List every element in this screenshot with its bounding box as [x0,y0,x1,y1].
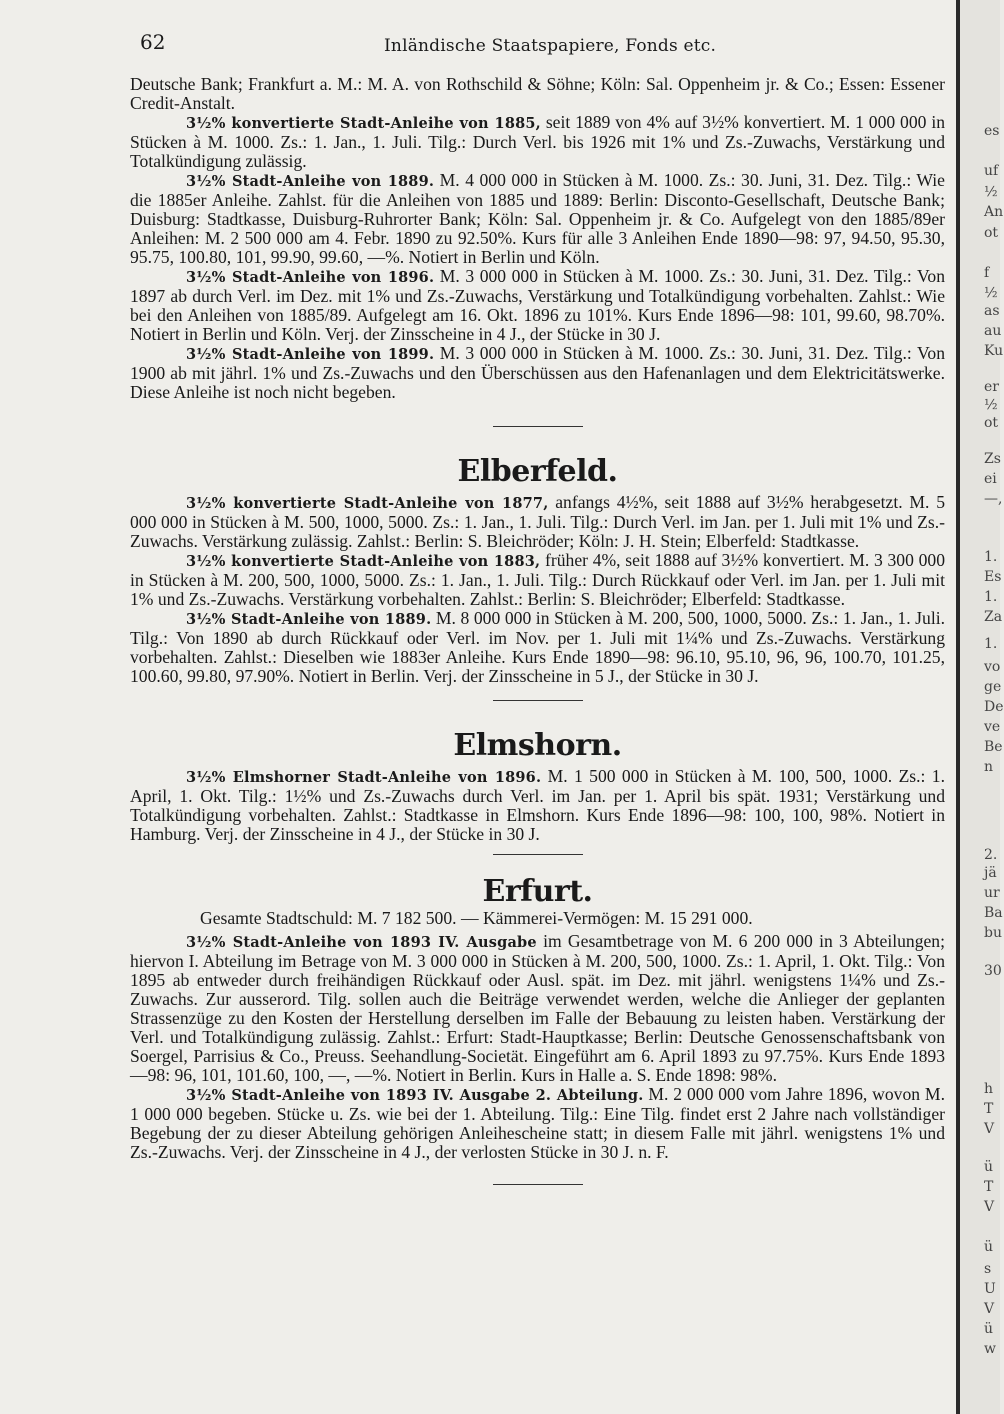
page-number: 62 [140,30,166,54]
adjacent-page-edge [960,0,1004,1414]
adjacent-page-fragment: U [984,1281,996,1297]
elberfeld-entries [130,493,945,686]
loan-heading: 3½% konvertierte Stadt-Anleihe von 1883, [186,553,541,570]
adjacent-page-fragment: uf [984,163,999,179]
adjacent-page-fragment: ü [984,1321,994,1337]
loan-heading: 3½% Stadt-Anleihe von 1896. [186,269,435,286]
loan-heading: 3½% Stadt-Anleihe von 1893 IV. Ausgabe [186,934,537,951]
adjacent-page-fragment: ur [984,885,1000,901]
adjacent-page-fragment: Ba [984,905,1003,921]
page-header [140,30,940,60]
elmshorn-entries [130,767,945,844]
adjacent-page-fragment: f [984,265,990,281]
elberfeld-entry [130,551,945,609]
adjacent-page-fragment: Es [984,569,1002,585]
adjacent-page-fragment: V [984,1301,995,1317]
loan-heading: 3½% Stadt-Anleihe von 1889. [186,611,432,628]
loan-heading: 3½% konvertierte Stadt-Anleihe von 1885, [186,115,541,132]
adjacent-page-fragment: bu [984,925,1002,941]
elmshorn-entry [130,767,945,844]
loan-heading: 3½% Stadt-Anleihe von 1889. [186,173,435,190]
loan-details: M. 1 500 000 in Stücken à M. 100, 500, 1000. Zs.: 1. April, 1. Okt. Tilg.: 1½% und Zs.-Zuwachs durch Verl. im Jan. per 1. April bis spät. 1931; Verstärkung und Totalkündigung vorbehalten. Zahlst.: Stadtkasse in Elmshorn. Kurs Ende 1896—98: 100, 100, 98%. Notiert in Hamburg. Verj. der Zinsscheine in 4 J., der Stücke in 30 J. [130,766,946,844]
adjacent-page-fragment: vo [984,659,1001,675]
adjacent-page-fragment: h [984,1081,994,1097]
continuation-entries [130,113,945,402]
continuation-intro: Deutsche Bank; Frankfurt a. M.: M. A. von Rothschild & Söhne; Köln: Sal. Oppenheim jr. & Co.; Essen: Essener Credit-Anstalt. [130,74,945,113]
loan-details: M. 3 000 000 in Stücken à M. 1000. Zs.: 30. Juni, 31. Dez. Tilg.: Von 1900 ab mit jährl. 1% und Zs.-Zuwachs und den Überschüssen aus den Hafenanlagen und dem Elektricitätswerke. Diese Anleihe ist noch nicht begeben. [130,343,945,402]
loan-details: früher 4%, seit 1888 auf 3½% konvertiert. M. 3 300 000 in Stücken à M. 200, 500, 1000, 5000. Zs.: 1. Jan., 1. Juli. Tilg.: Durch Rückkauf oder Verl. im Jan. per 1. Juli mit 1% und Zs.-Zuwachs. Verstärkung vorbehalten. Zahlst.: Berlin: S. Bleichröder; Elberfeld: Stadtkasse. [130,550,946,609]
adjacent-page-fragment: V [984,1121,995,1137]
loan-details: M. 2 000 000 vom Jahre 1896, wovon M. 1 000 000 begeben. Stücke u. Zs. wie bei der 1. Abteilung. Tilg.: Eine Tilg. findet erst 2 Jahre nach vollständiger Begebung der zu dieser Abteilung gehörigen Anleihescheine statt; in diesem Falle mit jährl. wenigstens 1% und Zs.-Zuwachs. Verj. der Zinsscheine in 4 J., der verlosten Stücke in 30 J. n. F. [130,1084,945,1162]
continuation-entry [130,267,945,344]
adjacent-page-fragment: es [984,123,1000,139]
adjacent-page-fragment: 2. [984,847,998,863]
erfurt-entries [130,932,945,1162]
adjacent-page-fragment: jä [984,865,997,881]
adjacent-page-fragment: An [984,204,1004,220]
adjacent-page-fragment: ot [984,415,999,431]
adjacent-page-fragment: ü [984,1159,994,1175]
adjacent-page-fragment: Zs [984,451,1001,467]
loan-details: im Gesamtbetrage von M. 6 200 000 in 3 Abteilungen; hiervon I. Abteilung im Betrage von M. 3 000 000 in Stücken à M. 200, 500, 1000. Zs.: 1. April, 1. Okt. Tilg.: Von 1895 ab entweder durch freihändigen Rückkauf oder Ausl. spät. im Dez. mit jährl. wenigstens 1¼% und Zs.-Zuwachs. Zur ausserord. Tilg. sollen auch die Beiträge verwendet werden, welche die Anlieger der geplanten Strassenzüge zu den Kosten der Herstellung derselben im Falle der Bebauung zu leisten haben. Verstärkung der Verl. und Totalkündigung zulässig. Zahlst.: Erfurt: Stadt-Hauptkasse; Berlin: Deutsche Genossenschaftsbank von Soergel, Parrisius & Co., Preuss. Seehandlung-Societät. Eingeführt am 6. April 1893 zu 97.75%. Kurs Ende 1893—98: 96, 101, 101.60, 100, —, —%. Notiert in Berlin. Kurs in Halle a. S. Ende 1898: 98%. [130,931,945,1085]
adjacent-page-fragment: —, [984,491,1003,507]
section-title-elberfeld: Elberfeld. [457,454,618,489]
adjacent-page-fragment: Za [984,609,1003,625]
adjacent-page-fragment: 30 [984,963,1002,979]
adjacent-page-fragment: ½ [984,397,998,413]
erfurt-entry [130,932,945,1085]
adjacent-page-fragment: ge [984,679,1002,695]
adjacent-page-fragment: ot [984,225,999,241]
adjacent-page-fragment: ei [984,471,997,487]
page-content [130,75,945,1185]
adjacent-page-fragment: De [984,699,1004,715]
elberfeld-entry [130,609,945,686]
section-title-erfurt: Erfurt. [482,874,593,909]
adjacent-page-fragment: Be [984,739,1003,755]
loan-heading: 3½% Stadt-Anleihe von 1893 IV. Ausgabe 2. Abteilung. [186,1087,644,1104]
elberfeld-entry [130,493,945,551]
adjacent-page-fragment: er [984,379,999,395]
adjacent-page-fragment: ve [984,719,1001,735]
adjacent-page-fragment: w [984,1341,996,1357]
erfurt-summary: Gesamte Stadtschuld: M. 7 182 500. — Kämmerei-Vermögen: M. 15 291 000. [200,908,753,928]
loan-heading: 3½% Elmshorner Stadt-Anleihe von 1896. [186,769,542,786]
continuation-entry [130,344,945,402]
adjacent-page-fragment: au [984,323,1002,339]
loan-details: M. 3 000 000 in Stücken à M. 1000. Zs.: 30. Juni, 31. Dez. Tilg.: Von 1897 ab durch Verl. im Dez. mit 1% und Zs.-Zuwachs, Verstärkung und Totalkündigung vorbehalten. Zahlst.: Wie bei den Anleihen von 1885/89. Aufgelegt am 16. Okt. 1896 zu 101%. Kurs Ende 1896—98: 101, 99.60, 98.70%. Notiert in Berlin und Köln. Verj. der Zinsscheine in 4 J., der Stücke in 30 J. [130,266,945,344]
adjacent-page-fragment: T [984,1101,994,1117]
erfurt-entry [130,1085,945,1162]
adjacent-page-fragment: ½ [984,184,998,200]
adjacent-page-fragment: V [984,1199,995,1215]
loan-details: M. 8 000 000 in Stücken à M. 200, 500, 1000, 5000. Zs.: 1. Jan., 1. Juli. Tilg.: Von 1890 ab durch Rückkauf oder Verl. im Nov. per 1. Juli mit 1¼% und Zs.-Zuwachs. Verstärkung vorbehalten. Zahlst.: Dieselben wie 1883er Anleihe. Kurs Ende 1890—98: 96.10, 95.10, 96, 96, 100.70, 101.25, 100.60, 99.80, 97.90%. Notiert in Berlin. Verj. der Zinsscheine in 5 J., der Stücke in 30 J. [130,608,945,686]
adjacent-page-fragment: as [984,303,1000,319]
adjacent-page-fragment: 1. [984,549,998,565]
continuation-entry [130,113,945,171]
loan-heading: 3½% Stadt-Anleihe von 1899. [186,346,435,363]
loan-details: seit 1889 von 4% auf 3½% konvertiert. M. 1 000 000 in Stücken à M. 1000. Zs.: 1. Jan., 1. Juli. Tilg.: Durch Verl. bis 1926 mit 1% und Zs.-Zuwachs, Verstärkung und Totalkündigung zulässig. [130,112,945,171]
loan-details: anfangs 4½%, seit 1888 auf 3½% herabgesetzt. M. 5 000 000 in Stücken à M. 500, 1000, 5000. Zs.: 1. Jan., 1. Juli. Tilg.: Durch Verl. im Jan. per 1. Juli mit 1% und Zs.-Zuwachs. Verstärkung zulässig. Zahlst.: Berlin: S. Bleichröder; Köln: J. H. Stein; Elberfeld: Stadtkasse. [130,492,946,551]
adjacent-page-fragment: 1. [984,589,998,605]
running-title: Inländische Staatspapiere, Fonds etc. [384,36,717,56]
loan-heading: 3½% konvertierte Stadt-Anleihe von 1877, [186,495,549,512]
section-divider [493,1184,583,1185]
section-title-elmshorn: Elmshorn. [453,728,622,763]
loan-details: M. 4 000 000 in Stücken à M. 1000. Zs.: 30. Juni, 31. Dez. Tilg.: Wie die 1885er Anleihe. Zahlst. für die Anleihen von 1885 und 1889: Berlin: Disconto-Gesellschaft, Deutsche Bank; Duisburg: Stadtkasse, Duisburg-Ruhrorter Bank; Köln: Sal. Oppenheim jr. & Co. Aufgelegt von den 1885/89er Anleihen: M. 2 500 000 am 4. Febr. 1890 zu 92.50%. Kurs für alle 3 Anleihen Ende 1890—98: 97, 94.50, 95.30, 95.75, 100.80, 101, 99.90, 99.60, —%. Notiert in Berlin und Köln. [130,170,945,267]
continuation-entry [130,171,945,267]
adjacent-page-fragment: ü [984,1239,994,1255]
adjacent-page-fragment: ½ [984,285,998,301]
adjacent-page-fragment: T [984,1179,994,1195]
adjacent-page-fragment: Ku [984,343,1004,359]
adjacent-page-fragment: s [984,1261,992,1277]
adjacent-page-fragment: 1. [984,636,998,652]
adjacent-page-fragment: n [984,759,994,775]
